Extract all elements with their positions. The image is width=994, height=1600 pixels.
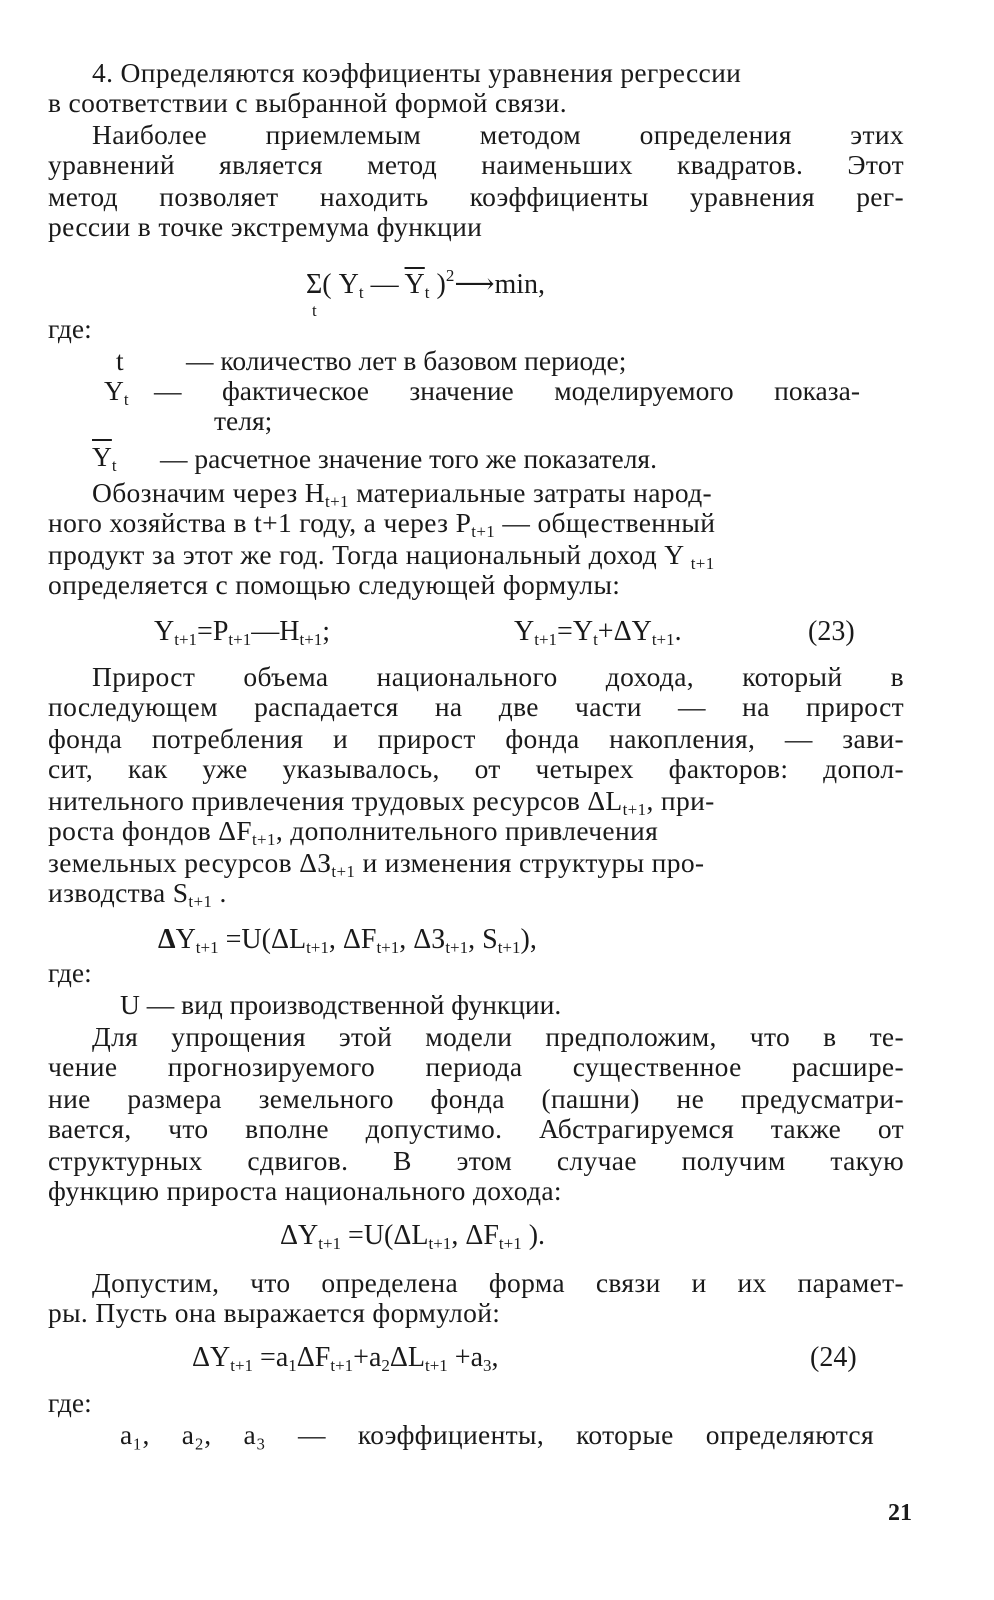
text-line: определяется с помощью следующей формулы: — [48, 569, 621, 600]
text-line: земельных ресурсов $\Delta З_{t+1}$ и изменения структуры про- — [48, 847, 705, 881]
text-line: изводства $S_{t+1}$ . — [48, 877, 227, 911]
formula-simplified: $\Delta Y_{t+1} =U(\Delta L_{t+1}$, $\Delta F_{t+1}$ ). — [280, 1220, 546, 1253]
text-line: рессии в точке экстремума функции — [48, 211, 483, 242]
def-yt-text: — фактическое значение моделируемого показа- — [154, 375, 860, 406]
text-line: уравнений является метод наименьших квадратов. Этот — [48, 149, 904, 180]
text-line: ного хозяйства в t+1 году, а через $P_{t+1}$ — общественный — [48, 507, 716, 541]
text-line: Наиболее приемлемым методом определения этих — [92, 119, 904, 150]
page-number: 21 — [888, 1500, 912, 1526]
formula-linear: $\Delta Y_{t+1} =a_1\Delta F_{t+1}+a_2\Delta L_{t+1} +a_3$, — [192, 1342, 499, 1375]
def-symbol-ybar: $\overline{Y}_t$ — [92, 441, 117, 475]
text-line: продукт за этот же год. Тогда национальный доход Y $_{t+1}$ — [48, 539, 715, 573]
text-line: метод позволяет находить коэффициенты уравнения рег- — [48, 181, 904, 212]
text-line: Прирост объема национального дохода, который в — [92, 661, 904, 692]
text-line: Обозначим через $H_{t+1}$ материальные затраты народ- — [92, 477, 713, 511]
where-label: где: — [48, 1387, 92, 1418]
text-line: ры. Пусть она выражается формулой: — [48, 1297, 501, 1328]
text-line: функцию прироста национального дохода: — [48, 1175, 562, 1206]
def-symbol-t: t — [116, 345, 124, 376]
text-line: 4. Определяются коэффициенты уравнения регрессии — [92, 57, 742, 88]
equation-number: (24) — [810, 1342, 857, 1373]
text-line: вается, что вполне допустимо. Абстрагируемся также от — [48, 1113, 904, 1144]
text-line: Для упрощения этой модели предположим, что в те- — [92, 1021, 904, 1052]
where-label: где: — [48, 313, 92, 344]
text-line: структурных сдвигов. В этом случае получим такую — [48, 1145, 904, 1176]
def-t-text: — количество лет в базовом периоде; — [186, 345, 627, 376]
text-line: в соответствии с выбранной формой связи. — [48, 87, 567, 118]
text-line: чение прогнозируемого периода существенное расшире- — [48, 1051, 904, 1082]
formula-national-income: $Y_{t+1}=P_{t+1}—H_{t+1}$; — [154, 616, 331, 649]
text-line: сит, как уже указывалось, от четырех факторов: допол- — [48, 753, 904, 784]
text-line: нительного привлечения трудовых ресурсов $\Delta L_{t+1}$, при- — [48, 785, 715, 819]
text-line: Допустим, что определена форма связи и их парамет- — [92, 1267, 904, 1298]
text-line: последующем распадается на две части — на прирост — [48, 691, 904, 722]
text-line: роста фондов $\Delta F_{t+1}$, дополнительного привлечения — [48, 815, 659, 849]
equation-number: (23) — [808, 616, 855, 647]
where-label: где: — [48, 957, 92, 988]
formula-production-function: $\Delta Y_{t+1} =U(\Delta L_{t+1}$, $\Delta F_{t+1}$, $\Delta З_{t+1}$, $S_{t+1}$), — [158, 924, 537, 957]
text-line: фонда потребления и прирост фонда накопления, — зави- — [48, 723, 904, 754]
def-yt-text-cont: теля; — [214, 405, 273, 436]
def-ybar-text: — расчетное значение того же показателя. — [160, 443, 657, 474]
def-symbol-yt: $Y_t$ — [104, 375, 129, 409]
def-u-text: U — вид производственной функции. — [120, 989, 562, 1020]
formula-least-squares: Σ t ( $Y_t$ — $\overline{Y}_t$ )$^2$⟶min, — [306, 266, 546, 320]
text-line: ние размера земельного фонда (пашни) не предусматри- — [48, 1083, 904, 1114]
formula-national-income-delta: $Y_{t+1}=Y_t+\Delta Y_{t+1}$. — [514, 616, 682, 649]
text-line: a₁, a₂, a₃ — коэффициенты, которые определяются — [120, 1419, 874, 1450]
